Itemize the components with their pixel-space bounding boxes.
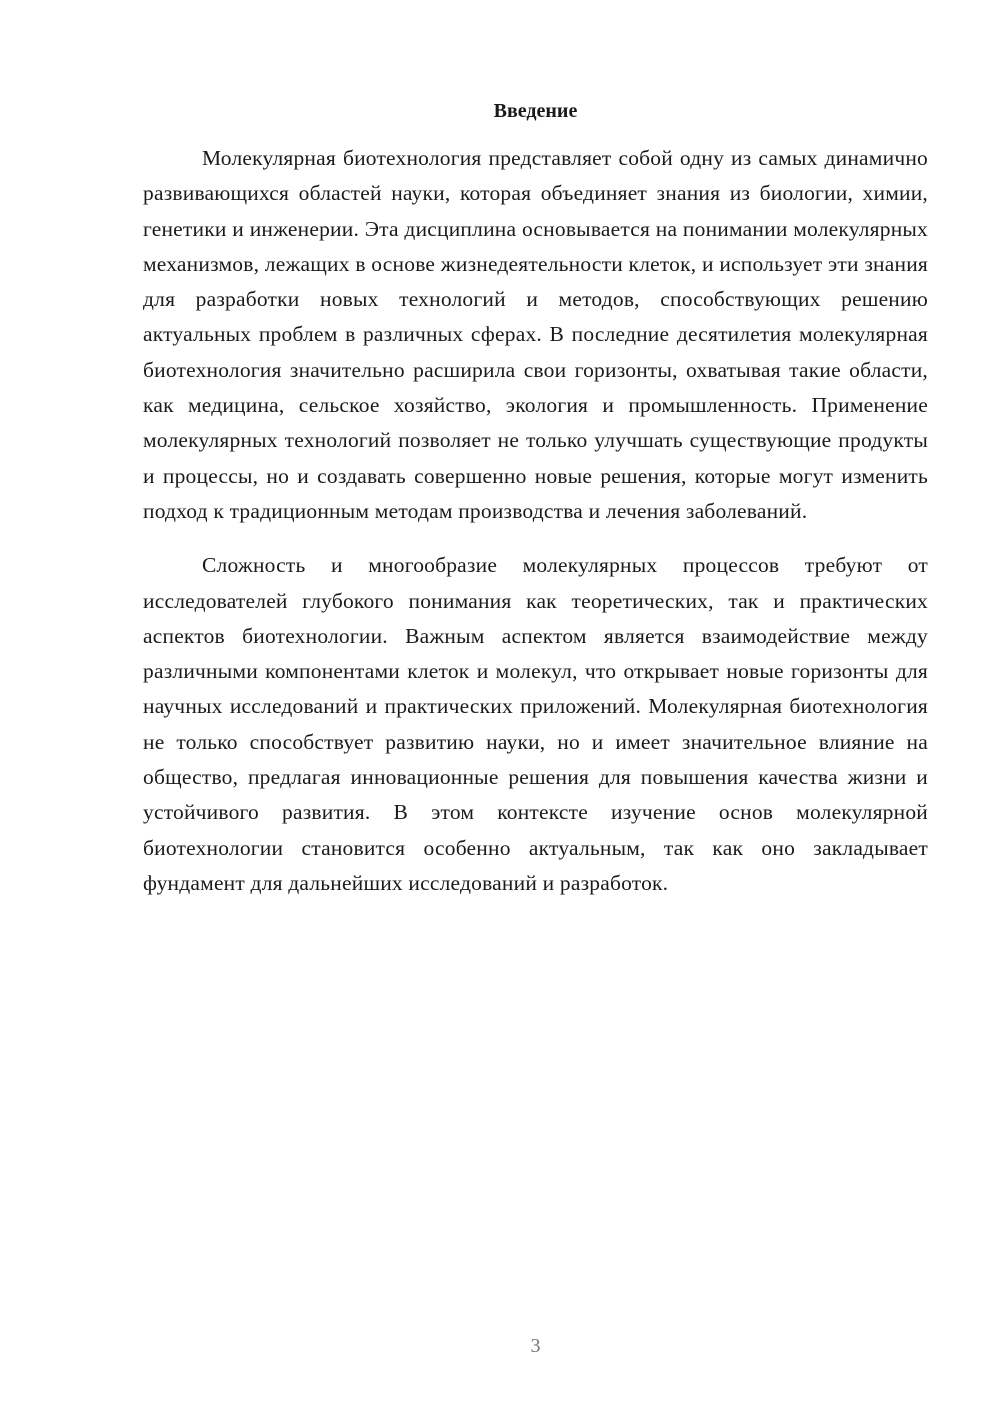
page-number: 3 (530, 1335, 541, 1357)
body-text (143, 141, 928, 901)
paragraph-2: Сложность и многообразие молекулярных процессов требуют от исследователей глубокого понимания как теоретических, так и практических аспектов биотехнологии. Важным аспектом является взаимодействие между различными компонентами клеток и молекул, что открывает новые горизонты для научных исследований и практических приложений. Молекулярная биотехнология не только способствует развитию науки, но и имеет значительное влияние на общество, предлагая инновационные решения для повышения качества жизни и устойчивого развития. В этом контексте изучение основ молекулярной биотехнологии становится особенно актуальным, так как оно закладывает фундамент для дальнейших исследований и разработок. (143, 553, 928, 895)
section-heading: Введение (493, 100, 578, 122)
paragraph-1: Молекулярная биотехнология представляет собой одну из самых динамично развивающихся областей науки, которая объединяет знания из биологии, химии, генетики и инженерии. Эта дисциплина основывается на понимании молекулярных механизмов, лежащих в основе жизнедеятельности клеток, и использует эти знания для разработки новых технологий и методов, способствующих решению актуальных проблем в различных сферах. В последние десятилетия молекулярная биотехнология значительно расширила свои горизонты, охватывая такие области, как медицина, сельское хозяйство, экология и промышленность. Применение молекулярных технологий позволяет не только улучшать существующие продукты и процессы, но и создавать совершенно новые решения, которые могут изменить подход к традиционным методам производства и лечения заболеваний. (143, 146, 928, 523)
